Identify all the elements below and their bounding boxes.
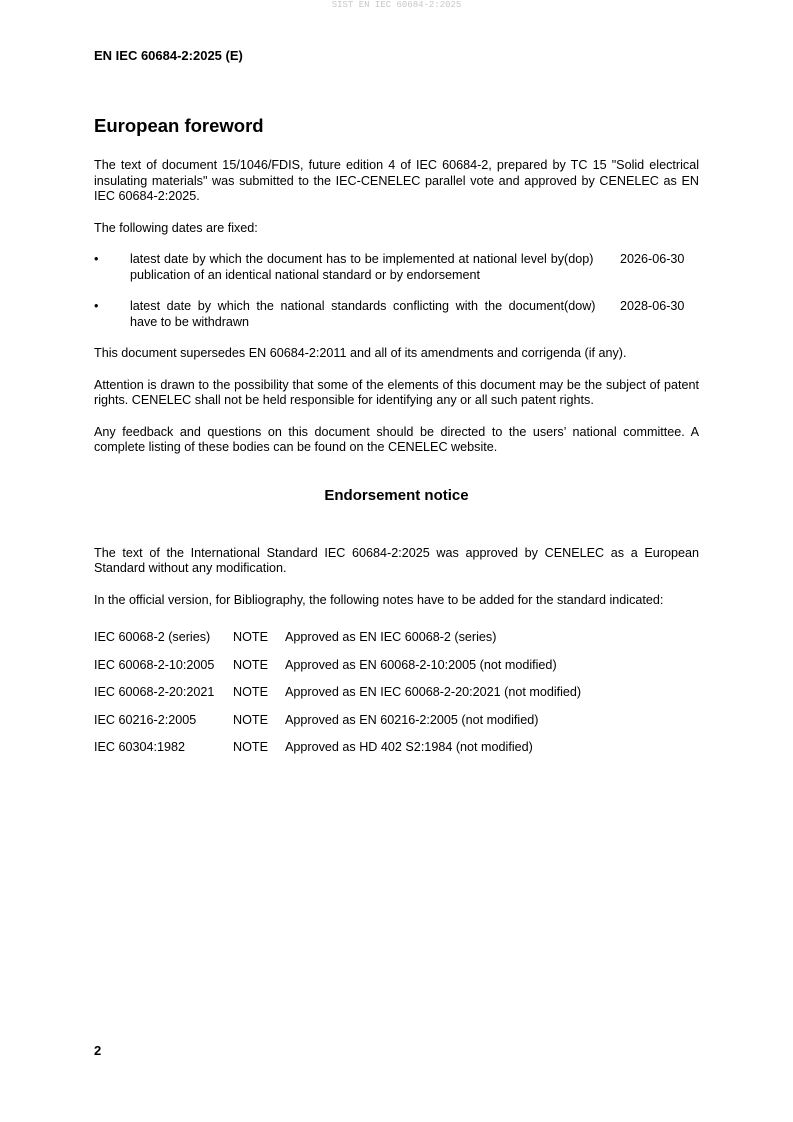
bibliography-ref: IEC 60068-2-10:2005 — [94, 657, 215, 672]
date-description: latest date by which the document has to be implemented at national level by publication of an identical national standard or by endorsement — [130, 252, 564, 282]
patent-paragraph: Attention is drawn to the possibility that some of the elements of this document may be the subject of patent rights. CENELEC shall not be held responsible for identifying any or all such patent rights. — [94, 377, 699, 407]
bibliography-ref: IEC 60304:1982 — [94, 740, 186, 754]
page-content — [94, 114, 699, 768]
page-number: 2 — [94, 1043, 102, 1058]
date-description: latest date by which the national standards conflicting with the document have to be withdrawn — [130, 299, 564, 329]
date-row-dow — [94, 299, 699, 330]
bibliography-text: Approved as EN 60068-2-10:2005 (not modified) — [285, 657, 557, 672]
foreword-paragraph-intro: The text of document 15/1046/FDIS, future edition 4 of IEC 60684-2, prepared by TC 15 "Solid electrical insulating materials" was submitted to the IEC-CENELEC parallel vote and approved by CENELEC as EN IEC 60684-2:2025. — [94, 158, 699, 203]
date-value: 2028-06-30 — [620, 299, 685, 313]
foreword-title: European foreword — [94, 115, 264, 136]
bibliography-row — [94, 685, 699, 713]
bullet-icon: • — [94, 299, 99, 313]
bibliography-list — [94, 630, 699, 768]
bibliography-ref: IEC 60068-2-20:2021 — [94, 685, 215, 699]
bibliography-row — [94, 630, 699, 658]
date-code: (dop) — [564, 252, 594, 266]
watermark: SIST EN IEC 60684-2:2025 — [331, 0, 462, 10]
date-value: 2026-06-30 — [620, 252, 685, 266]
bibliography-note: NOTE — [233, 740, 268, 754]
dates-intro: The following dates are fixed: — [94, 220, 258, 235]
bibliography-note: NOTE — [233, 712, 268, 727]
bibliography-row — [94, 740, 699, 768]
bibliography-row — [94, 658, 699, 686]
bibliography-text: Approved as EN IEC 60068-2-20:2021 (not modified) — [285, 685, 582, 699]
date-code: (dow) — [564, 299, 596, 313]
bibliography-text: Approved as EN IEC 60068-2 (series) — [285, 630, 497, 644]
dates-list — [94, 252, 699, 330]
bullet-icon: • — [94, 252, 99, 266]
bibliography-row — [94, 713, 699, 741]
supersedes-paragraph: This document supersedes EN 60684-2:2011 and all of its amendments and corrigenda (if any). — [94, 346, 627, 360]
bibliography-note: NOTE — [233, 630, 268, 644]
date-row-dop — [94, 252, 699, 283]
document-header: EN IEC 60684-2:2025 (E) — [94, 48, 243, 63]
bibliography-text: Approved as EN 60216-2:2005 (not modified) — [285, 712, 539, 727]
bibliography-intro: In the official version, for Bibliography, the following notes have to be added for the standard indicated: — [94, 592, 664, 607]
bibliography-ref: IEC 60068-2 (series) — [94, 630, 211, 644]
bibliography-ref: IEC 60216-2:2005 — [94, 712, 197, 727]
bibliography-note: NOTE — [233, 657, 268, 672]
bibliography-text: Approved as HD 402 S2:1984 (not modified) — [285, 740, 533, 754]
bibliography-note: NOTE — [233, 685, 268, 699]
feedback-paragraph: Any feedback and questions on this document should be directed to the users’ national committee. A complete listing of these bodies can be found on the CENELEC website. — [94, 424, 699, 454]
endorsement-title: Endorsement notice — [324, 486, 469, 504]
endorsement-paragraph: The text of the International Standard IEC 60684-2:2025 was approved by CENELEC as a European Standard without any modification. — [94, 545, 699, 575]
